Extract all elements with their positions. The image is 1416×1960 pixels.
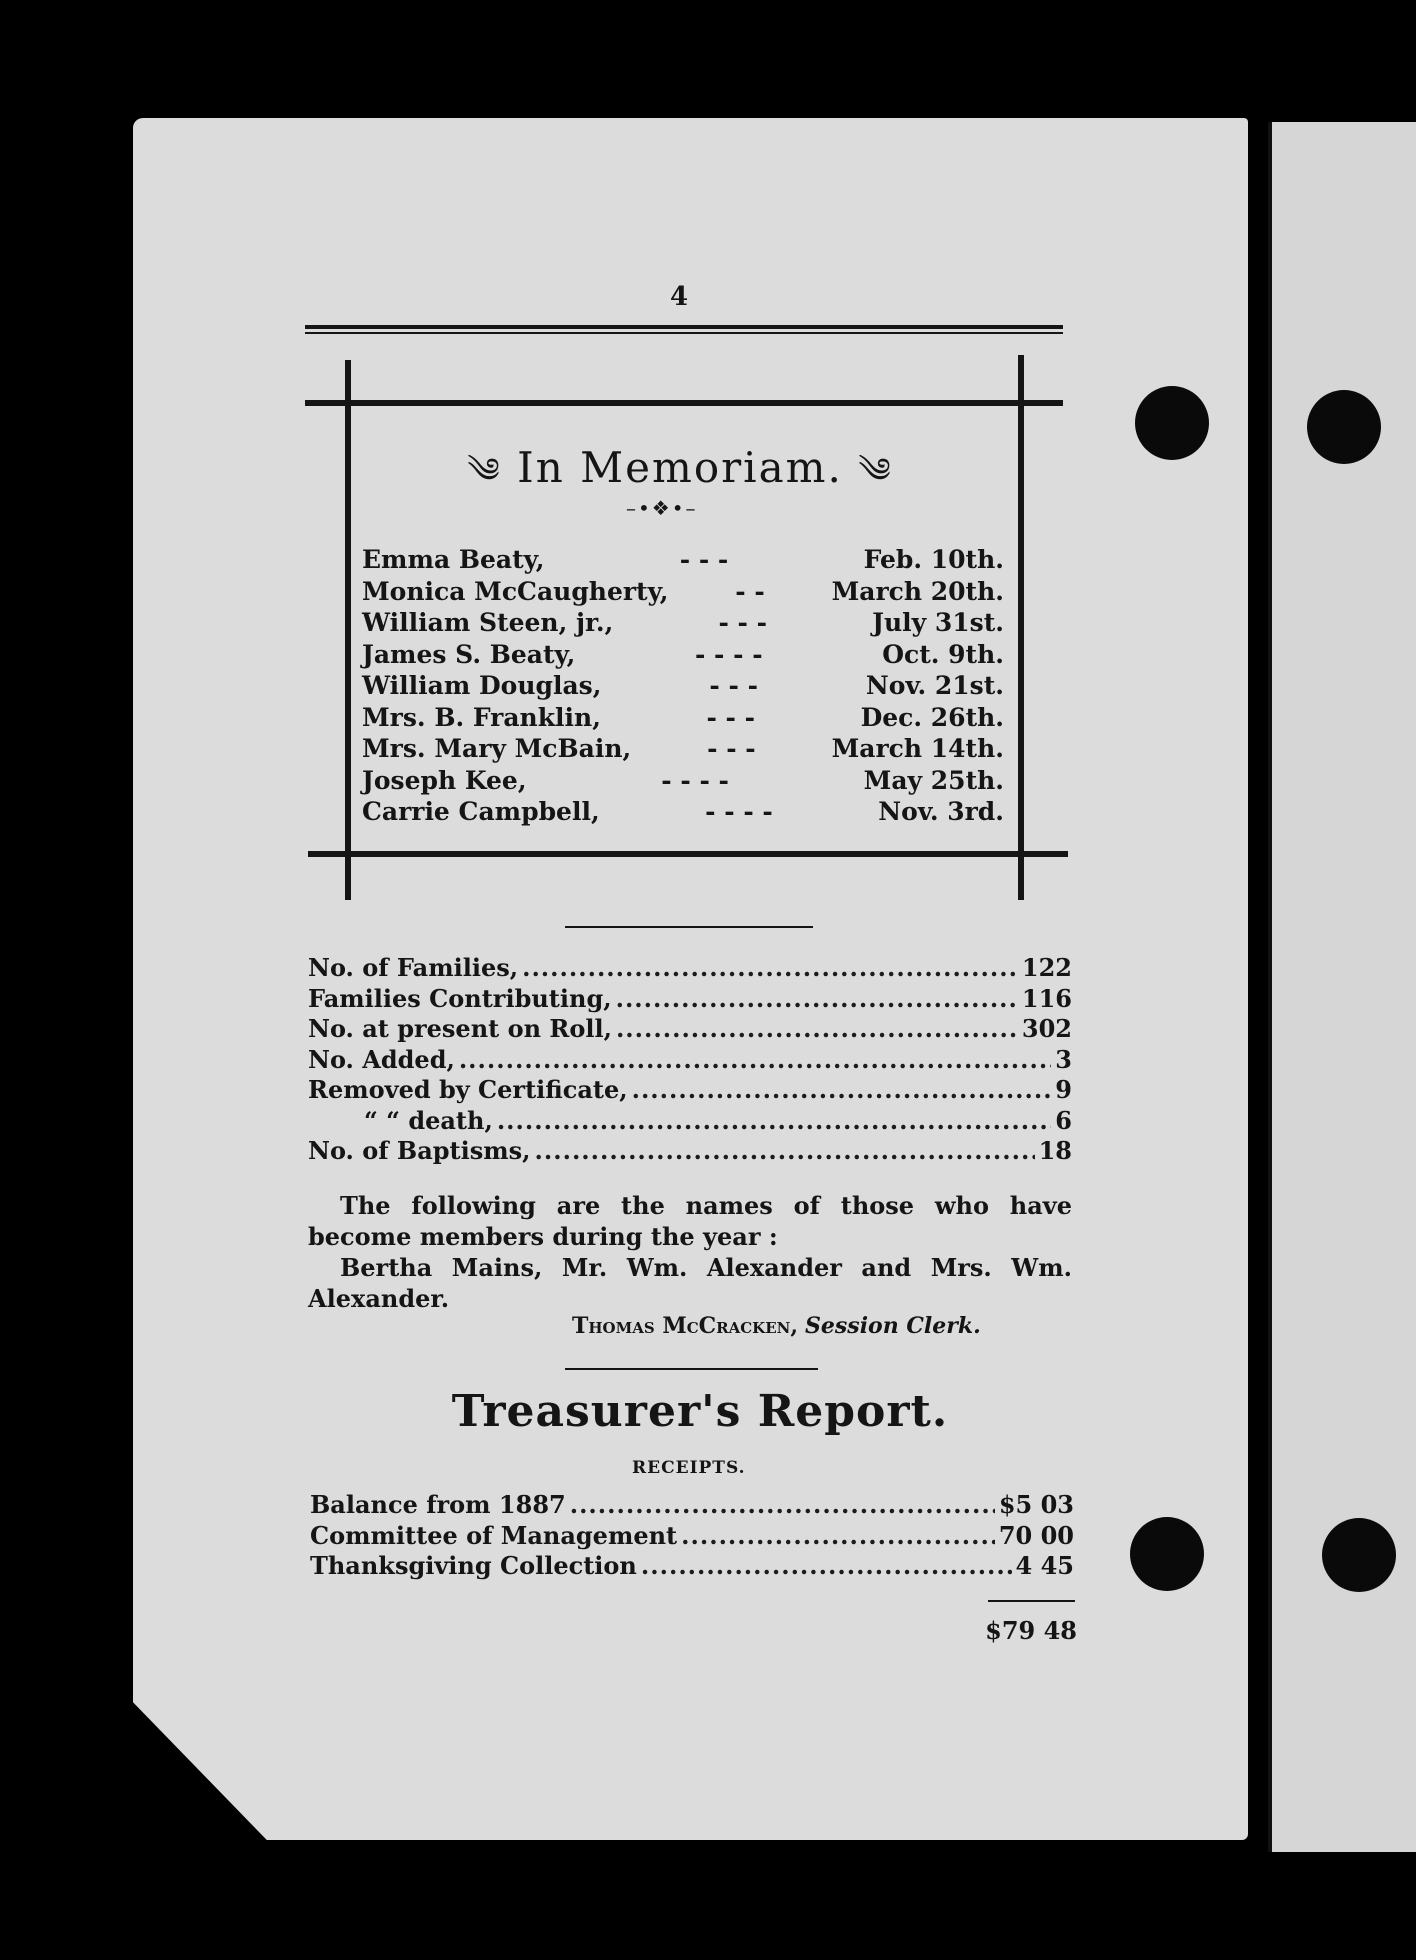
memorial-date: Dec. 26th. xyxy=(860,702,1004,732)
stat-row xyxy=(308,953,1072,984)
binding-hole-bottom-left xyxy=(1130,1517,1204,1591)
receipt-amount: 70 00 xyxy=(998,1520,1074,1550)
receipt-label: Committee of Management xyxy=(310,1520,678,1550)
stat-value: 3 xyxy=(1055,1044,1072,1074)
receipt-label: Thanksgiving Collection xyxy=(310,1551,637,1580)
frame-top-rule xyxy=(305,400,1063,406)
header-rule-top xyxy=(305,325,1063,329)
stat-label: No. Added, xyxy=(308,1044,455,1074)
memorial-name: Emma Beaty, xyxy=(362,545,545,574)
leader-dots xyxy=(459,1045,1051,1076)
stat-value: 6 xyxy=(1055,1105,1072,1135)
treasurer-divider xyxy=(565,1368,818,1370)
receipts-total: $79 48 xyxy=(985,1616,1077,1645)
memorial-name: Mrs. B. Franklin, xyxy=(362,702,601,732)
memorial-name: William Steen, jr., xyxy=(362,608,614,637)
memorial-date: May 25th. xyxy=(863,765,1004,795)
clerk-name: Thomas McCracken, xyxy=(572,1313,799,1339)
memorial-date: March 20th. xyxy=(831,576,1004,606)
adjacent-page-edge xyxy=(1268,122,1416,1852)
memorial-dashes: - - xyxy=(735,576,765,606)
memorial-list xyxy=(362,544,1004,828)
memorial-dashes: - - - - xyxy=(661,765,729,795)
memorial-name: Joseph Kee, xyxy=(362,765,527,795)
stat-label: Families Contributing, xyxy=(308,983,612,1013)
leader-dots xyxy=(681,1521,995,1552)
stat-label: No. of Baptisms, xyxy=(308,1136,531,1165)
stat-label: No. of Families, xyxy=(308,953,519,982)
leader-dots xyxy=(616,1014,1018,1045)
leader-dots xyxy=(632,1075,1052,1106)
scroll-ornament-right-icon: ༄ xyxy=(858,451,893,491)
stat-value: 9 xyxy=(1055,1075,1072,1104)
memorial-name: William Douglas, xyxy=(362,671,602,700)
binding-hole-top-right xyxy=(1307,390,1381,464)
memorial-entry xyxy=(362,670,1004,702)
memoriam-title-text: In Memoriam. xyxy=(517,443,843,492)
receipt-row xyxy=(310,1521,1074,1552)
scroll-ornament-left-icon: ༄ xyxy=(467,451,502,491)
stat-row xyxy=(308,1014,1072,1045)
memorial-date: Feb. 10th. xyxy=(863,545,1004,574)
memorial-date: Nov. 21st. xyxy=(865,671,1004,700)
memorial-dashes: - - - xyxy=(709,671,758,700)
memorial-date: July 31st. xyxy=(872,608,1004,637)
memorial-dashes: - - - - xyxy=(705,797,773,826)
receipts-heading: RECEIPTS. xyxy=(632,1458,746,1478)
new-members-paragraph xyxy=(308,1190,1072,1314)
memorial-entry xyxy=(362,765,1004,797)
new-members-names: Bertha Mains, Mr. Wm. Alexander and Mrs. Wm. Alexander. xyxy=(308,1253,1072,1313)
clerk-role: Session Clerk. xyxy=(805,1313,981,1339)
leader-dots xyxy=(522,953,1018,984)
stat-row xyxy=(308,1075,1072,1106)
memorial-dashes: - - - xyxy=(707,734,756,763)
memorial-entry xyxy=(362,733,1004,765)
stat-value: 18 xyxy=(1038,1136,1072,1165)
stat-label: No. at present on Roll, xyxy=(308,1014,612,1043)
stat-label: “ “ death, xyxy=(364,1105,493,1135)
memorial-date: Oct. 9th. xyxy=(882,639,1004,669)
memorial-dashes: - - - xyxy=(718,608,767,637)
memorial-entry xyxy=(362,702,1004,734)
memorial-entry xyxy=(362,639,1004,671)
memorial-dashes: - - - - xyxy=(694,639,763,669)
binding-hole-top-left xyxy=(1135,386,1209,460)
treasurer-report-title: Treasurer's Report. xyxy=(451,1386,949,1437)
receipt-amount: $5 03 xyxy=(998,1490,1074,1519)
memorial-entry xyxy=(362,796,1004,828)
frame-left-rule xyxy=(345,360,351,900)
stat-row xyxy=(308,984,1072,1015)
leader-dots xyxy=(570,1490,995,1521)
membership-statistics xyxy=(308,953,1072,1167)
receipt-row xyxy=(310,1490,1074,1521)
stat-value: 122 xyxy=(1021,953,1072,982)
page-number: 4 xyxy=(670,282,689,312)
stat-row xyxy=(308,1106,1072,1137)
memorial-entry xyxy=(362,576,1004,608)
receipt-amount: 4 45 xyxy=(1015,1551,1074,1580)
new-members-intro: The following are the names of those who have become members during the year : xyxy=(308,1191,1072,1251)
memorial-name: James S. Beaty, xyxy=(362,639,576,669)
memorial-name: Mrs. Mary McBain, xyxy=(362,734,632,763)
memorial-date: March 14th. xyxy=(831,734,1004,763)
total-rule xyxy=(988,1600,1075,1602)
fleuron-divider-icon: –•❖•– xyxy=(626,496,698,520)
leader-dots xyxy=(497,1106,1051,1137)
receipt-label: Balance from 1887 xyxy=(310,1490,566,1519)
frame-right-rule xyxy=(1018,355,1024,900)
memorial-date: Nov. 3rd. xyxy=(878,797,1004,826)
binding-hole-bottom-right xyxy=(1322,1518,1396,1592)
stat-row xyxy=(308,1136,1072,1167)
memorial-dashes: - - - xyxy=(706,702,756,732)
memorial-name: Monica McCaugherty, xyxy=(362,576,669,606)
leader-dots xyxy=(641,1551,1012,1582)
stat-row xyxy=(308,1045,1072,1076)
stat-value: 302 xyxy=(1021,1014,1072,1043)
section-divider xyxy=(565,926,813,928)
stat-value: 116 xyxy=(1021,983,1072,1013)
memorial-dashes: - - - xyxy=(679,545,729,574)
memorial-name: Carrie Campbell, xyxy=(362,797,600,826)
receipt-row xyxy=(310,1551,1074,1582)
leader-dots xyxy=(616,984,1018,1015)
leader-dots xyxy=(535,1136,1035,1167)
session-clerk-signature xyxy=(572,1313,981,1339)
memorial-entry xyxy=(362,544,1004,576)
header-rule-bottom xyxy=(305,332,1063,334)
stat-label: Removed by Certificate, xyxy=(308,1075,628,1104)
memorial-entry xyxy=(362,607,1004,639)
receipts-list xyxy=(310,1490,1074,1582)
frame-bottom-rule xyxy=(308,851,1068,857)
